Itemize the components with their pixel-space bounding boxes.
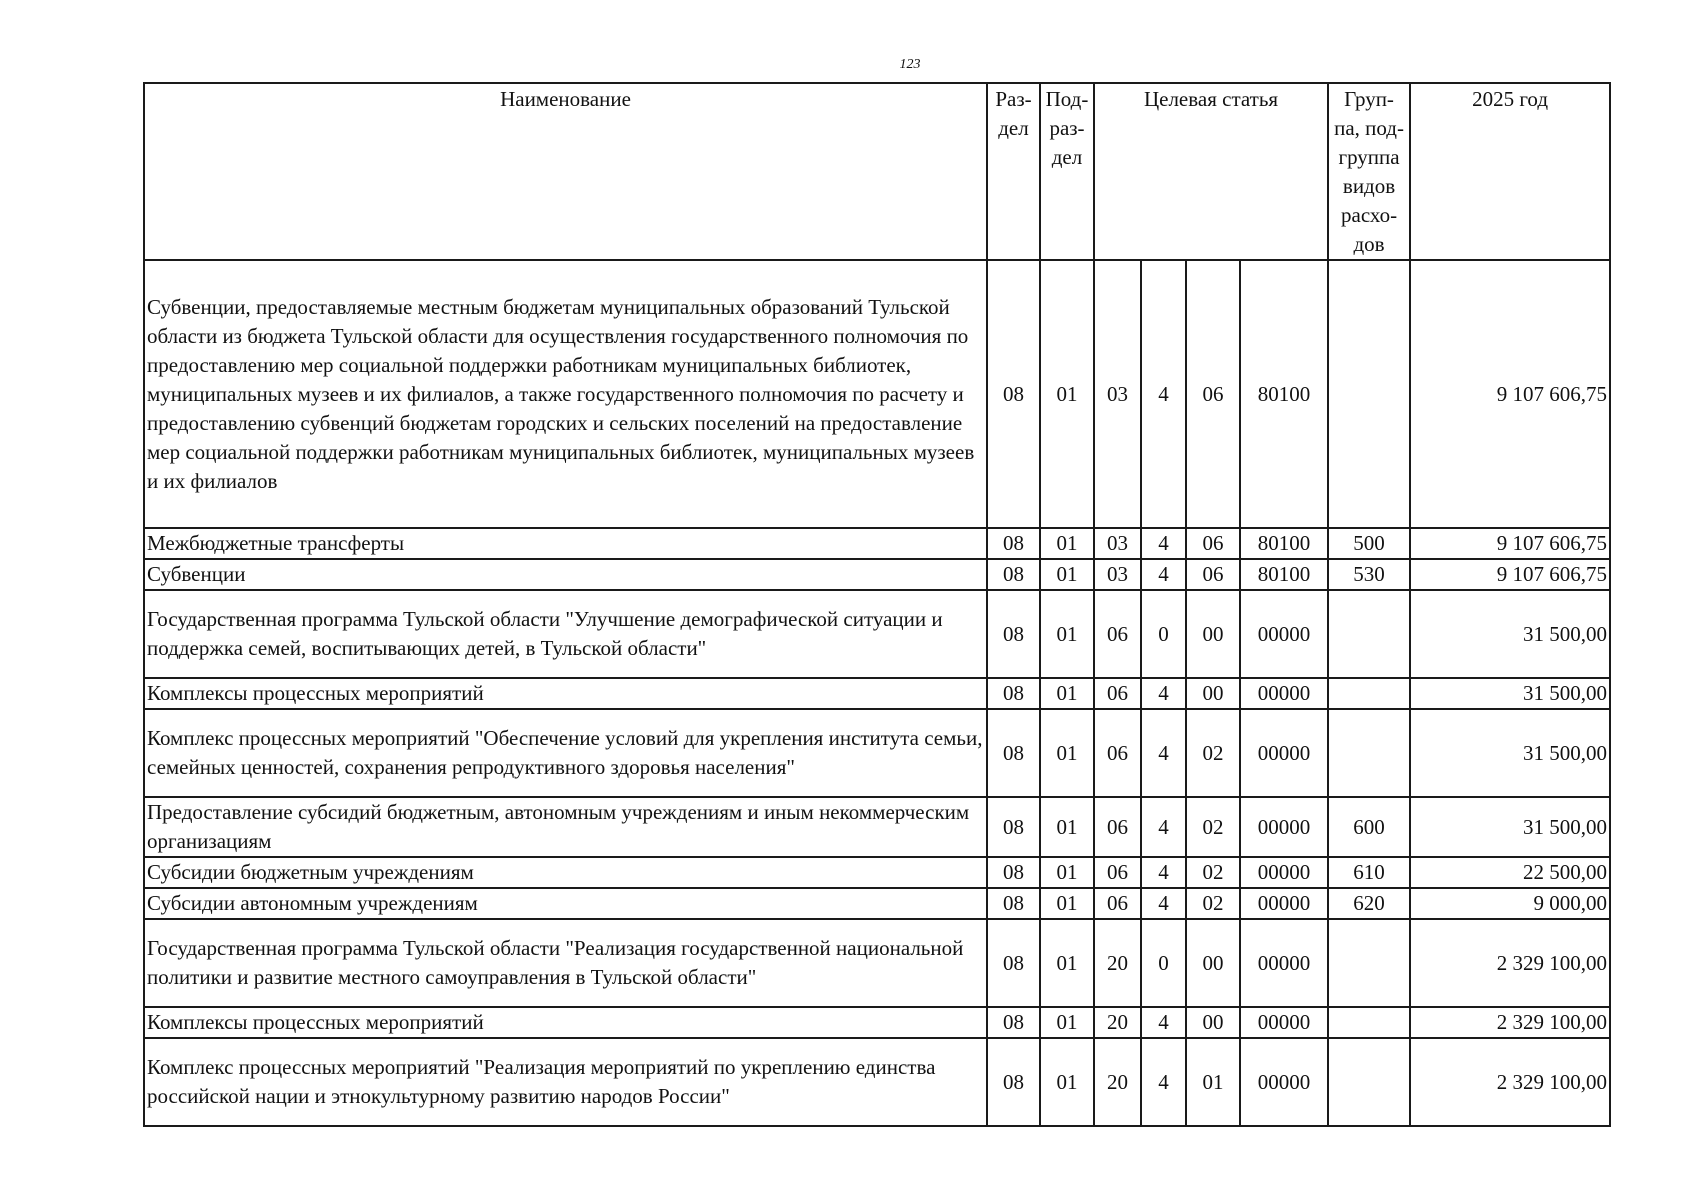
row-expense-group [1328,1007,1410,1038]
row-expense-group: 500 [1328,528,1410,559]
row-name: Государственная программа Тульской области "Улучшение демографической ситуации и поддержка семей, воспитывающих детей, в Тульской области" [144,590,987,678]
row-target-type: 4 [1141,1038,1186,1126]
row-amount: 2 329 100,00 [1410,919,1610,1007]
row-target-type: 4 [1141,678,1186,709]
row-subsection: 01 [1040,528,1094,559]
row-section: 08 [987,797,1040,857]
table-row [144,1038,1610,1126]
row-target-complex: 06 [1186,528,1240,559]
row-target-type: 4 [1141,888,1186,919]
header-expense-group: Груп-па, под-группа видов расхо-дов [1328,83,1410,260]
row-target-direction: 00000 [1240,888,1328,919]
row-target-type: 4 [1141,528,1186,559]
row-target-direction: 80100 [1240,528,1328,559]
row-section: 08 [987,590,1040,678]
row-name: Субвенции [144,559,987,590]
row-subsection: 01 [1040,260,1094,528]
row-target-direction: 00000 [1240,919,1328,1007]
row-amount: 31 500,00 [1410,590,1610,678]
row-amount: 9 000,00 [1410,888,1610,919]
header-name: Наименование [144,83,987,260]
row-amount: 22 500,00 [1410,857,1610,888]
row-target-direction: 80100 [1240,260,1328,528]
row-expense-group [1328,590,1410,678]
row-expense-group: 530 [1328,559,1410,590]
row-amount: 2 329 100,00 [1410,1038,1610,1126]
row-amount: 9 107 606,75 [1410,260,1610,528]
row-target-direction: 00000 [1240,709,1328,797]
row-name: Комплекс процессных мероприятий "Реализация мероприятий по укреплению единства российской нации и этнокультурному развитию народов России" [144,1038,987,1126]
row-target-type: 4 [1141,1007,1186,1038]
row-section: 08 [987,709,1040,797]
table-row [144,260,1610,528]
table-row [144,709,1610,797]
row-amount: 9 107 606,75 [1410,559,1610,590]
row-name: Субвенции, предоставляемые местным бюджетам муниципальных образований Тульской области из бюджета Тульской области для осуществления государственного полномочия по предоставлению мер социальной поддержки работникам муниципальных библиотек, муниципальных музеев и их филиалов, а также государственного полномочия по расчету и предоставлению субвенций бюджетам городских и сельских поселений на предоставление мер социальной поддержки работникам муниципальных библиотек, муниципальных музеев и их филиалов [144,260,987,528]
row-target-complex: 02 [1186,797,1240,857]
row-target-complex: 06 [1186,260,1240,528]
row-target-direction: 00000 [1240,797,1328,857]
row-target-complex: 00 [1186,1007,1240,1038]
row-expense-group: 600 [1328,797,1410,857]
table-row [144,1007,1610,1038]
row-amount: 9 107 606,75 [1410,528,1610,559]
row-target-program: 20 [1094,1007,1141,1038]
table-row [144,857,1610,888]
header-year: 2025 год [1410,83,1610,260]
row-section: 08 [987,1007,1040,1038]
row-subsection: 01 [1040,709,1094,797]
row-subsection: 01 [1040,590,1094,678]
table-row [144,528,1610,559]
row-target-type: 4 [1141,857,1186,888]
row-target-direction: 00000 [1240,857,1328,888]
row-target-type: 4 [1141,559,1186,590]
row-name: Субсидии бюджетным учреждениям [144,857,987,888]
row-subsection: 01 [1040,797,1094,857]
row-target-program: 03 [1094,559,1141,590]
row-target-program: 20 [1094,1038,1141,1126]
table-row [144,590,1610,678]
row-target-type: 0 [1141,590,1186,678]
row-target-complex: 01 [1186,1038,1240,1126]
row-target-direction: 00000 [1240,1038,1328,1126]
row-target-direction: 00000 [1240,590,1328,678]
page-number: 123 [899,57,921,72]
row-target-complex: 02 [1186,709,1240,797]
row-target-direction: 00000 [1240,1007,1328,1038]
row-subsection: 01 [1040,1038,1094,1126]
row-target-direction: 80100 [1240,559,1328,590]
row-subsection: 01 [1040,919,1094,1007]
row-target-type: 0 [1141,919,1186,1007]
row-section: 08 [987,678,1040,709]
row-target-type: 4 [1141,260,1186,528]
row-target-complex: 02 [1186,857,1240,888]
row-expense-group: 620 [1328,888,1410,919]
row-section: 08 [987,857,1040,888]
row-expense-group [1328,678,1410,709]
row-section: 08 [987,919,1040,1007]
table-row [144,919,1610,1007]
header-section: Раз-дел [987,83,1040,260]
row-amount: 2 329 100,00 [1410,1007,1610,1038]
table-row [144,888,1610,919]
row-target-program: 06 [1094,709,1141,797]
row-expense-group [1328,919,1410,1007]
row-section: 08 [987,888,1040,919]
row-amount: 31 500,00 [1410,678,1610,709]
row-section: 08 [987,260,1040,528]
row-expense-group [1328,709,1410,797]
row-subsection: 01 [1040,1007,1094,1038]
row-amount: 31 500,00 [1410,797,1610,857]
row-target-complex: 06 [1186,559,1240,590]
row-expense-group [1328,1038,1410,1126]
header-target-article: Целевая статья [1094,83,1328,260]
row-name: Государственная программа Тульской области "Реализация государственной национальной политики и развитие местного самоуправления в Тульской области" [144,919,987,1007]
row-section: 08 [987,1038,1040,1126]
budget-table [143,82,1611,1127]
row-target-complex: 02 [1186,888,1240,919]
row-name: Субсидии автономным учреждениям [144,888,987,919]
row-section: 08 [987,528,1040,559]
table-row [144,559,1610,590]
table-row [144,678,1610,709]
row-expense-group: 610 [1328,857,1410,888]
table-row [144,797,1610,857]
row-target-type: 4 [1141,797,1186,857]
row-target-program: 06 [1094,857,1141,888]
row-target-direction: 00000 [1240,678,1328,709]
row-expense-group [1328,260,1410,528]
row-name: Комплексы процессных мероприятий [144,678,987,709]
row-target-complex: 00 [1186,590,1240,678]
header-subsection: Под-раз-дел [1040,83,1094,260]
row-name: Комплексы процессных мероприятий [144,1007,987,1038]
row-subsection: 01 [1040,559,1094,590]
row-subsection: 01 [1040,857,1094,888]
row-section: 08 [987,559,1040,590]
row-amount: 31 500,00 [1410,709,1610,797]
row-name: Предоставление субсидий бюджетным, автономным учреждениям и иным некоммерческим организациям [144,797,987,857]
row-target-program: 20 [1094,919,1141,1007]
row-target-program: 06 [1094,797,1141,857]
row-subsection: 01 [1040,678,1094,709]
row-target-program: 06 [1094,888,1141,919]
row-name: Комплекс процессных мероприятий "Обеспечение условий для укрепления института семьи, семейных ценностей, сохранения репродуктивного здоровья населения" [144,709,987,797]
row-target-program: 03 [1094,260,1141,528]
row-target-program: 06 [1094,678,1141,709]
row-target-complex: 00 [1186,919,1240,1007]
row-target-type: 4 [1141,709,1186,797]
row-target-program: 06 [1094,590,1141,678]
row-target-program: 03 [1094,528,1141,559]
row-name: Межбюджетные трансферты [144,528,987,559]
row-subsection: 01 [1040,888,1094,919]
row-target-complex: 00 [1186,678,1240,709]
table-header-row [144,83,1610,260]
